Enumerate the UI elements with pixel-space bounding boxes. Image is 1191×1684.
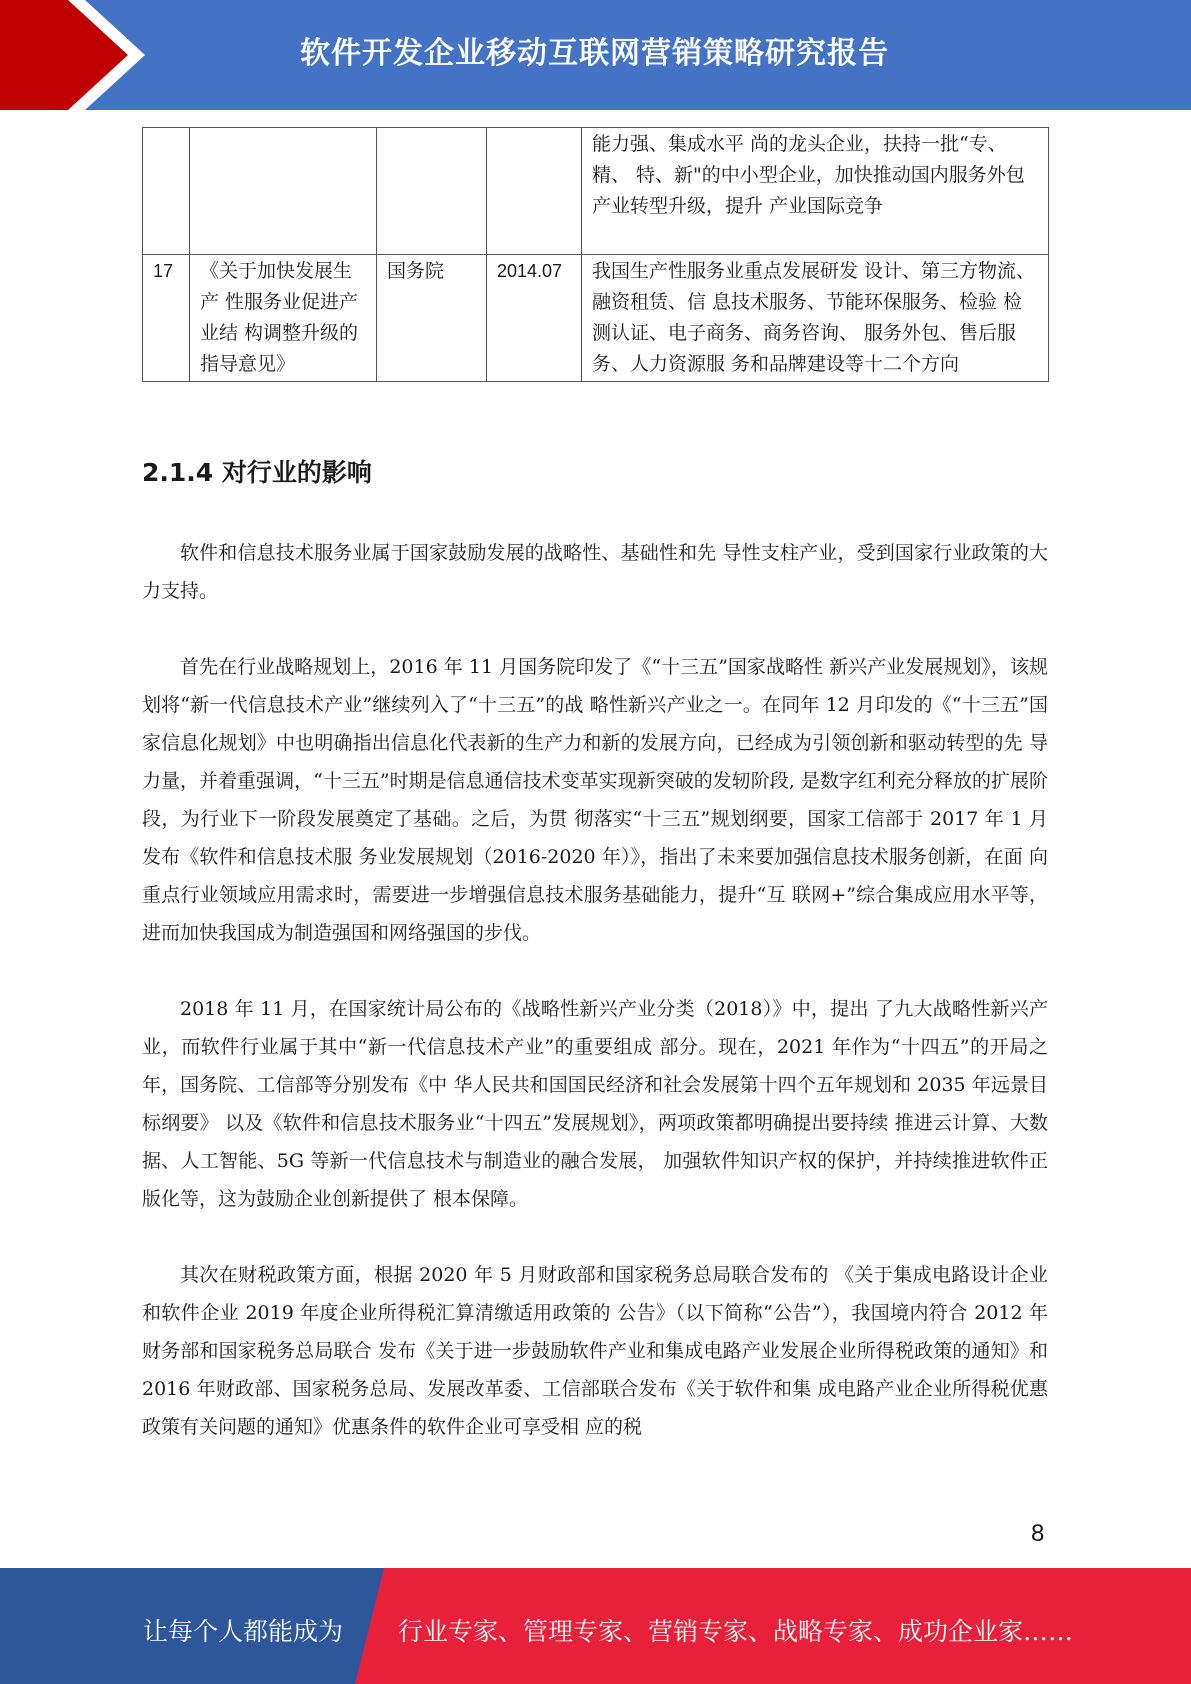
cell-content: 我国生产性服务业重点发展研发 设计、第三方物流、融资租赁、信 息技术服务、节能环保服务、检验 检测认证、电子商务、商务咨询、 服务外包、售后服务、人力资源服 务和品牌建设等十二个方向 bbox=[582, 255, 1049, 382]
cell-number bbox=[143, 128, 190, 255]
cell-number: 17 bbox=[143, 255, 190, 382]
section-heading: 2.1.4 对行业的影响 bbox=[142, 458, 372, 487]
header-arrow-decoration bbox=[0, 0, 160, 110]
table-row bbox=[143, 255, 1049, 382]
footer-slogan-left: 让每个人都能成为 bbox=[143, 1617, 344, 1646]
policy-table bbox=[142, 127, 1049, 382]
document-title: 软件开发企业移动互联网营销策略研究报告 bbox=[300, 36, 889, 71]
paragraph: 其次在财税政策方面，根据 2020 年 5 月财政部和国家税务总局联合发布的 《关于集成电路设计企业和软件企业 2019 年度企业所得税汇算清缴适用政策的 公告》（以下简称“公告”），我国境内符合 2012 年财务部和国家税务总局联合 发布《关于进一步鼓励软件产业和集成电路产业发展企业所得税政策的通知》和 2016 年财政部、国家税务总局、发展改革委、工信部联合发布《关于软件和集 成电路产业企业所得税优惠政策有关问题的通知》优惠条件的软件企业可享受相 应的税 bbox=[142, 1264, 1048, 1438]
table-row bbox=[143, 128, 1049, 255]
cell-policy-name: 《关于加快发展生产 性服务业促进产业结 构调整升级的指导意见》 bbox=[190, 255, 377, 382]
cell-policy-name bbox=[190, 128, 377, 255]
cell-issuer bbox=[377, 128, 487, 255]
cell-date: 2014.07 bbox=[487, 255, 582, 382]
body-text bbox=[142, 534, 1048, 1446]
cell-content: 能力强、集成水平 尚的龙头企业，扶持一批“专、精、 特、新"的中小型企业，加快推动国内服务外包产业转型升级，提升 产业国际竞争 bbox=[582, 128, 1049, 255]
paragraph: 软件和信息技术服务业属于国家鼓励发展的战略性、基础性和先 导性支柱产业，受到国家行业政策的大力支持。 bbox=[142, 542, 1048, 602]
page-number: 8 bbox=[1031, 1520, 1045, 1547]
cell-issuer: 国务院 bbox=[377, 255, 487, 382]
header-band bbox=[0, 0, 1191, 110]
paragraph: 2018 年 11 月，在国家统计局公布的《战略性新兴产业分类（2018）》中，提出 了九大战略性新兴产业，而软件行业属于其中“新一代信息技术产业”的重要组成 部分。现在，2021 年作为“十四五”的开局之年，国务院、工信部等分别发布《中 华人民共和国国民经济和社会发展第十四个五年规划和 2035 年远景目标纲要》 以及《软件和信息技术服务业“十四五”发展规划》，两项政策都明确提出要持续 推进云计算、大数据、人工智能、5G 等新一代信息技术与制造业的融合发展， 加强软件知识产权的保护，并持续推进软件正版化等，这为鼓励企业创新提供了 根本保障。 bbox=[142, 998, 1048, 1210]
paragraph: 首先在行业战略规划上，2016 年 11 月国务院印发了《“十三五”国家战略性 新兴产业发展规划》，该规划将“新一代信息技术产业”继续列入了“十三五”的战 略性新兴产业之一。在同年 12 月印发的《“十三五”国家信息化规划》中也明确指出信息化代表新的生产力和新的发展方向，已经成为引领创新和驱动转型的先 导力量，并着重强调，“十三五”时期是信息通信技术变革实现新突破的发轫阶段, 是数字红利充分释放的扩展阶段，为行业下一阶段发展奠定了基础。之后，为贯 彻落实“十三五”规划纲要，国家工信部于 2017 年 1 月发布《软件和信息技术服 务业发展规划（2016-2020 年）》，指出了未来要加强信息技术服务创新，在面 向重点行业领域应用需求时，需要进一步增强信息技术服务基础能力，提升“互 联网+”综合集成应用水平等，进而加快我国成为制造强国和网络强国的步伐。 bbox=[142, 656, 1048, 944]
footer-slogan-right: 行业专家、管理专家、营销专家、战略专家、成功企业家…… bbox=[398, 1617, 1074, 1646]
cell-date bbox=[487, 128, 582, 255]
